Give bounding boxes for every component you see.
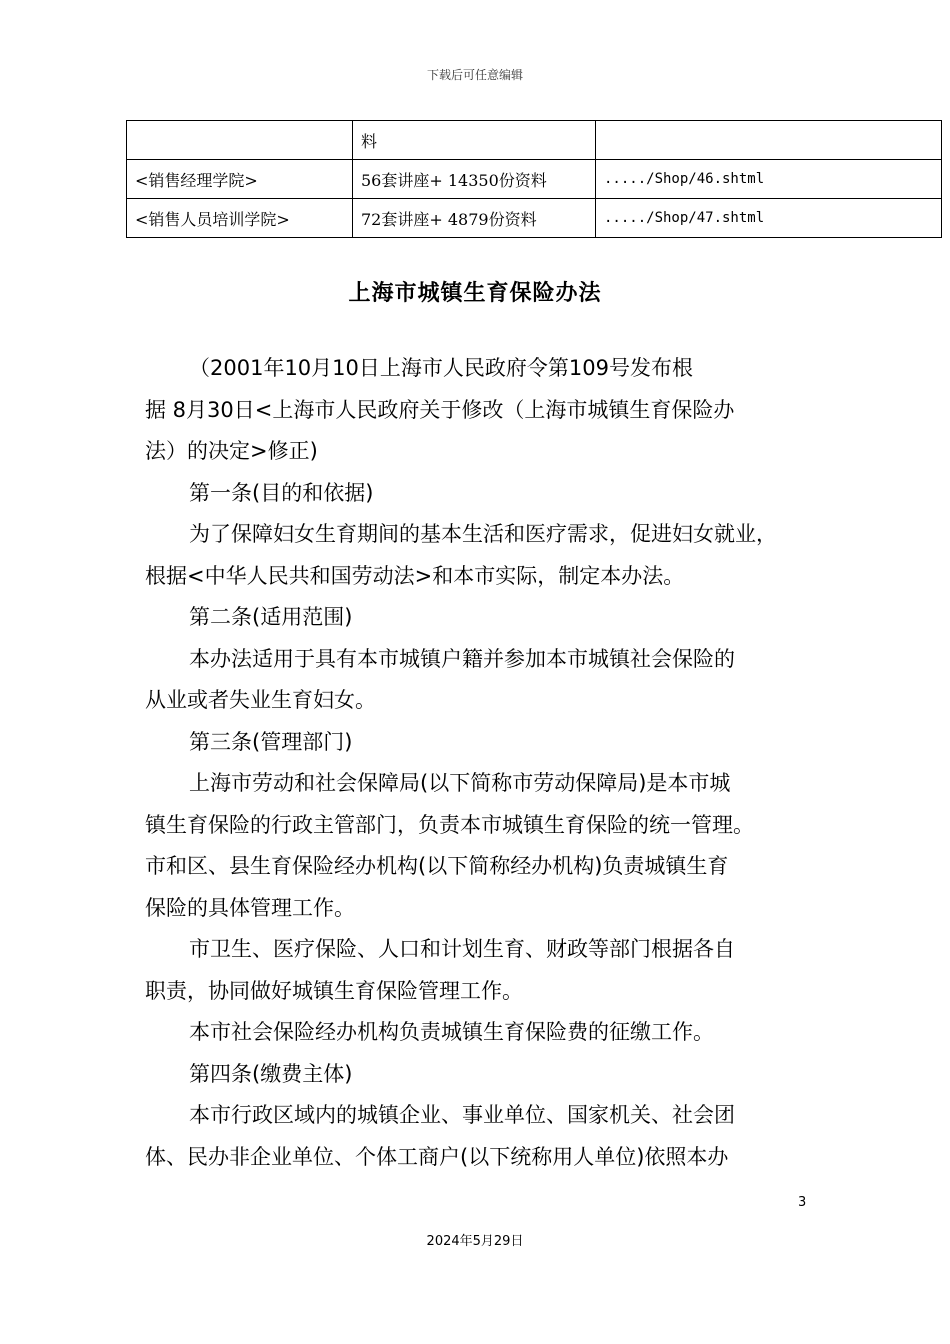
table-cell-link[interactable]: ...../Shop/46.shtml xyxy=(596,160,942,199)
body-line: 市和区、县生育保险经办机构(以下简称经办机构)负责城镇生育 xyxy=(145,854,729,878)
body-line: 据 8月30日<上海市人民政府关于修改（上海市城镇生育保险办 xyxy=(145,397,735,422)
article-heading: 第一条(目的和依据) xyxy=(189,480,374,505)
table-cell xyxy=(127,121,353,160)
body-line: 市卫生、医疗保险、人口和计划生育、财政等部门根据各自 xyxy=(189,937,735,961)
body-line: 上海市劳动和社会保障局(以下简称市劳动保障局)是本市城 xyxy=(189,771,731,795)
document-body xyxy=(145,348,825,1178)
table-row xyxy=(127,121,942,160)
table-cell: 72套讲座+ 4879份资料 xyxy=(353,199,596,238)
table-cell: 56套讲座+ 14350份资料 xyxy=(353,160,596,199)
table-cell-link[interactable]: ...../Shop/47.shtml xyxy=(596,199,942,238)
body-line: 本办法适用于具有本市城镇户籍并参加本市城镇社会保险的 xyxy=(189,646,735,671)
table-cell xyxy=(596,121,942,160)
body-line: 法）的决定>修正) xyxy=(145,439,318,463)
page-number: 3 xyxy=(798,1195,807,1210)
body-line: 从业或者失业生育妇女。 xyxy=(145,688,376,712)
table-cell: <销售经理学院> xyxy=(127,160,353,199)
table-row xyxy=(127,199,942,238)
body-line: 根据<中华人民共和国劳动法>和本市实际，制定本办法。 xyxy=(145,563,685,588)
article-heading: 第三条(管理部门) xyxy=(189,729,353,754)
footer-date: 2024年5月29日 xyxy=(426,1234,524,1249)
body-line: （2001年10月10日上海市人民政府令第109号发布根 xyxy=(189,356,693,380)
page-header: 下载后可任意编辑 xyxy=(426,68,523,82)
article-heading: 第四条(缴费主体) xyxy=(189,1061,353,1086)
body-line: 为了保障妇女生育期间的基本生活和医疗需求，促进妇女就业， xyxy=(189,522,777,546)
table-row xyxy=(127,160,942,199)
body-line: 本市社会保险经办机构负责城镇生育保险费的征缴工作。 xyxy=(189,1020,714,1044)
body-line: 体、民办非企业单位、个体工商户(以下统称用人单位)依照本办 xyxy=(145,1144,729,1169)
table-cell: 料 xyxy=(353,121,596,160)
body-line: 镇生育保险的行政主管部门，负责本市城镇生育保险的统一管理。 xyxy=(145,812,754,837)
body-line: 本市行政区域内的城镇企业、事业单位、国家机关、社会团 xyxy=(189,1103,735,1127)
table-cell: <销售人员培训学院> xyxy=(127,199,353,238)
article-heading: 第二条(适用范围) xyxy=(189,605,353,629)
document-title: 上海市城镇生育保险办法 xyxy=(348,281,602,306)
body-line: 保险的具体管理工作。 xyxy=(145,895,355,920)
body-line: 职责，协同做好城镇生育保险管理工作。 xyxy=(145,978,523,1003)
course-catalog-table xyxy=(126,120,942,238)
